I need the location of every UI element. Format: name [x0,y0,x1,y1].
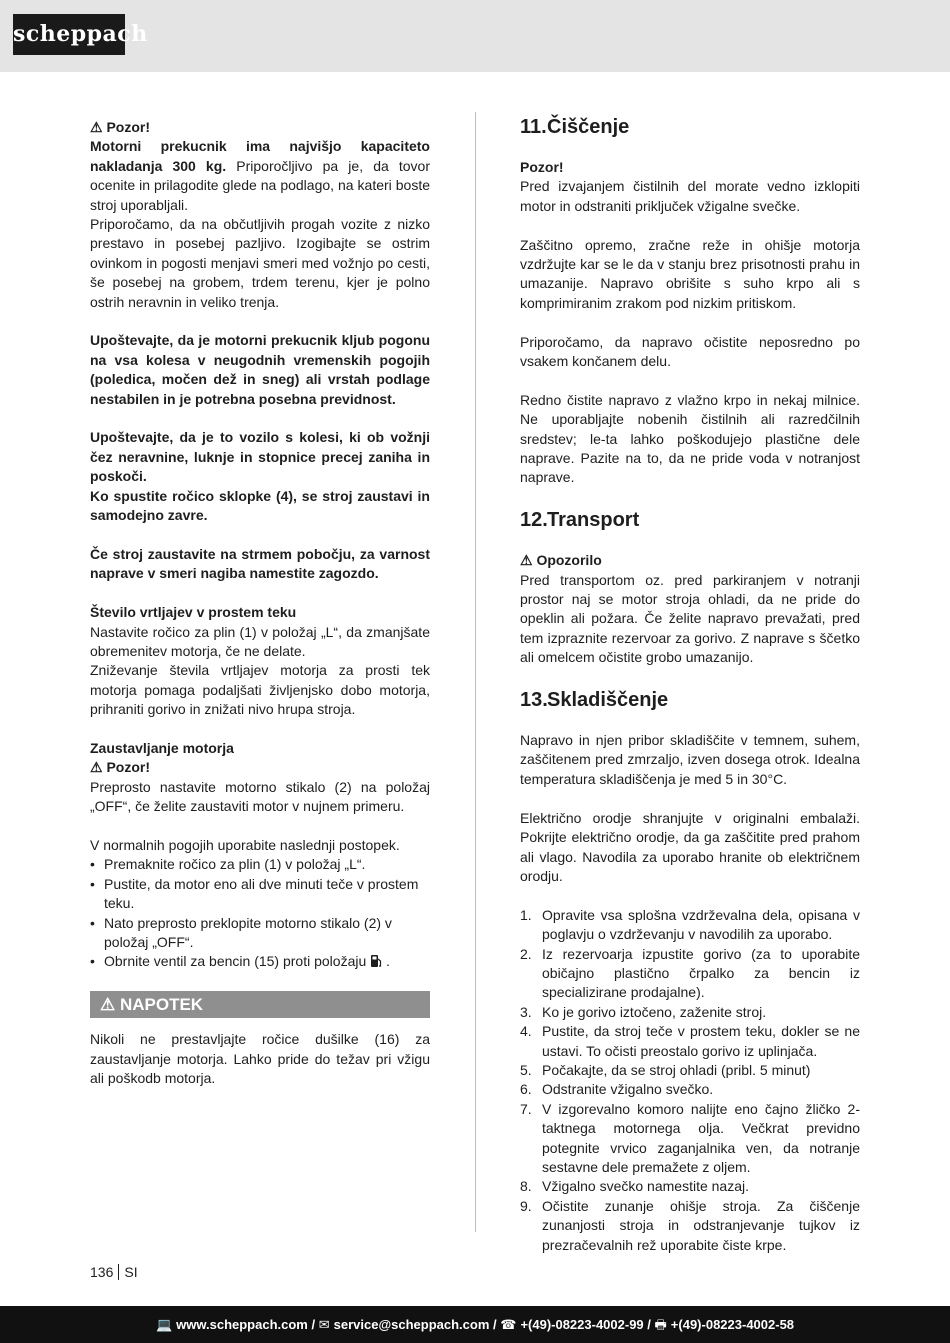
page-header [0,0,950,72]
step-number: 5. [520,1061,532,1078]
section-number: 13. [520,689,548,712]
transport-text: Pred transportom oz. pred parkiranjem v notranji prostor naj se motor stroja ohladi, da ne pride do opeklin ali požara. Če želite napravo prevažati, pred tem izpraznite rezervoar za gorivo. Z naprave s ščetko ali omelcem očistite grobo umazanijo. [520,571,860,666]
storage-steps [520,906,860,1255]
fuel-valve-text: Obrnite ventil za bencin (15) proti položaju [104,953,367,970]
transport-paragraph [520,551,860,667]
list-item: • Nato preprosto preklopite motorno stikalo (2) v položaj „OFF“. [90,914,430,953]
left-column [90,118,430,1108]
weather-warning-paragraph: Upoštevajte, da je motorni prekucnik kljub pogonu na vsa kolesa v neugodnih vremenskih pogojih (poledica, močen dež in sneg) ali vrstah podlage nestabilen in je potrebna posebna previdnost. [90,332,430,407]
section-title: Transport [547,509,640,532]
transport-warning-label: ⚠ Opozorilo [520,552,602,569]
driving-advice-text: Priporočamo, da na občutljivih progah vozite z nizko prestavo in posebej pazljivo. Izogibajte se ostrim ovinkom in pogosti menjavi smeri med vožnjo po cesti, še posebej na grobem, trdem terenu, kjer je polno ostrih neravnin in veliko trenja. [90,216,430,310]
footer-fax: +(49)-08223-4002-58 [670,1317,795,1332]
idle-speed-text-2: Zniževanje števila vrtljajev motorja za prosti tek motorja pomaga podaljšati življenjsko dobo motorja, prihraniti gorivo in znižati nivo hrupa stroja. [90,662,430,718]
list-item: • Premaknite ročico za plin (1) v položaj „L“. [90,855,430,874]
right-column [520,118,860,1274]
stop-engine-text-2: V normalnih pogojih uporabite naslednji postopek. [90,836,400,853]
list-item: • Pustite, da motor eno ali dve minuti teče v prostem teku. [90,875,430,914]
step-text: V izgorevalno komoro nalijte eno čajno žličko 2-taktnega motornega olja. Večkrat previdno potegnite vrvico zaganjalnika ven, da notranje sestavne dele premažete z oljem. [542,1100,860,1175]
fuel-pump-icon [370,954,382,968]
page-footer: 💻 www.scheppach.com / ✉ service@scheppach.com / ☎ +(49)-08223-4002-99 / 🖶 +(49)-08223-4002-58 [0,1306,950,1343]
section-heading-storage [520,687,860,713]
section-heading-cleaning [520,114,860,140]
warning-label: ⚠ Pozor! [90,119,150,135]
cleaning-warning-label: Pozor! [520,159,564,175]
section-number: 12. [520,509,548,532]
step-text: Iz rezervoarja izpustite gorivo (za to uporabite običajno plastično črpalko za bencin iz specializirane prodajalne). [542,945,860,1001]
stop-engine-heading: Zaustavljanje motorja [90,739,234,756]
step-text: Odstranite vžigalno svečko. [542,1081,714,1098]
brand-logo: scheppach [13,14,125,55]
storage-text-1: Napravo in njen pribor skladiščite v temnem, suhem, zaščitenem pred zmrzaljo, izven dosega otrok. Idealna temperatura skladiščenja je med 5 in 30°C. [520,732,860,787]
mail-icon: ✉ [318,1317,330,1332]
list-item [520,1080,860,1099]
load-capacity-paragraph [90,118,430,312]
step-text: Vžigalno svečko namestite nazaj. [542,1178,749,1195]
list-item [520,1022,860,1061]
step-text: Ko je gorivo iztočeno, zaženite stroj. [542,1003,767,1020]
load-capacity-text: Priporočljivo pa je, da tovor ocenite in prilagodite glede na podlago, na kateri boste stroj uporabljali. [90,157,430,213]
cleaning-text-4: Redno čistite napravo z vlažno krpo in nekaj milnice. Ne uporabljajte nobenih čistilnih ali razredčilnih sredstev; le-ta lahko poškodujejo plastične dele naprave. Pazite na to, da ne pride voda v notranjost naprave. [520,391,860,486]
footer-email[interactable]: service@scheppach.com [333,1317,490,1332]
list-item [520,945,860,1003]
page-language: SI [124,1264,138,1280]
step-number: 1. [520,906,532,923]
step-number: 3. [520,1003,532,1020]
fuel-valve-end: . [382,953,390,970]
cleaning-text-3: Priporočamo, da napravo očistite neposredno po vsakem končanem delu. [520,333,860,370]
footer-phone: +(49)-08223-4002-99 [520,1317,644,1332]
storage-text-2: Električno orodje shranjujte v originalni embalaži. Pokrijte električno orodje, da ga zaščitite pred prahom ali vlago. Navodila za uporabo hranite ob električnem orodju. [520,809,860,884]
clutch-release-text: Ko spustite ročico sklopke (4), se stroj zaustavi in samodejno zavre. [90,487,430,524]
step-number: 4. [520,1023,532,1040]
slope-wedge-paragraph: Če stroj zaustavite na strmem pobočju, za varnost naprave v smeri nagiba namestite zagozdo. [90,545,430,582]
stop-engine-text-1: Preprosto nastavite motorno stikalo (2) na položaj „OFF“, če želite zaustaviti motor v nujnem primeru. [90,778,430,815]
step-text: Očistite zunanje ohišje stroja. Za čiščenje zunanjosti stroja in odstranjevanje tujkov iz prezračevalnih rež uporabite čiste krpe. [542,1197,860,1253]
list-item [520,1197,860,1255]
vehicle-swing-text: Upoštevajte, da je to vozilo s kolesi, ki ob vožnji čez neravnine, luknje in stopnice precej zaniha in poskoči. [90,429,430,485]
step-number: 6. [520,1081,532,1098]
step-number: 9. [520,1197,532,1214]
page-number [90,1264,138,1280]
step-number: 7. [520,1100,532,1117]
stop-engine-warning: ⚠ Pozor! [90,759,150,776]
cleaning-text-2: Zaščitno opremo, zračne reže in ohišje motorja vzdržujte kar se le da v stanju brez prisotnosti prahu in umazanije. Napravo obrišite s suho krpo ali s komprimiranim zrakom pod nizkim pritiskom. [520,236,860,311]
step-text: Opravite vsa splošna vzdrževalna dela, opisana v poglavju o vzdrževanju v navodilih za uporabo. [542,906,860,943]
vehicle-notice-paragraph [90,428,430,525]
stop-engine-section [90,739,430,817]
page-number-separator [118,1264,119,1280]
note-text: Nikoli ne prestavljajte ročice dušilke (16) za zaustavljanje motorja. Lahko pride do težav pri vžigu ali poškodb motorja. [90,1031,430,1086]
list-item [520,1003,860,1022]
cleaning-text-1: Pred izvajanjem čistilnih del morate vedno izklopiti motor in odstraniti priključek vžigalne svečke. [520,178,860,214]
list-item [520,906,860,945]
load-capacity-bold: Motorni prekucnik ima najvišjo kapaciteto nakladanja 300 kg. [90,138,430,174]
section-heading-transport [520,507,860,533]
list-item [520,1177,860,1196]
step-text: Počakajte, da se stroj ohladi (pribl. 5 minut) [542,1061,811,1078]
section-number: 11. [520,116,547,138]
page-number-value: 136 [90,1264,114,1280]
section-title: Skladiščenje [547,689,669,712]
footer-website[interactable]: www.scheppach.com [176,1317,308,1332]
section-title: Čiščenje [547,116,630,138]
step-number: 8. [520,1178,532,1195]
step-number: 2. [520,945,532,962]
column-divider [475,112,476,1232]
step-text: Pustite, da stroj teče v prostem teku, dokler se ne ustavi. To očisti preostalo gorivo iz uplinjača. [542,1023,860,1059]
list-item [520,1100,860,1178]
idle-speed-text-1: Nastavite ročico za plin (1) v položaj „L“, da zmanjšate obremenitev motorja, če ne delate. [90,623,430,659]
note-banner: ⚠ NAPOTEK [90,991,430,1018]
list-item [90,952,430,971]
computer-icon: 💻 [155,1317,173,1332]
cleaning-warning-paragraph [520,158,860,216]
list-item [520,1061,860,1080]
idle-speed-heading: Število vrtljajev v prostem teku [90,604,297,621]
stop-engine-steps [90,855,430,971]
idle-speed-section [90,603,430,719]
fax-icon: 🖶 [654,1317,667,1332]
phone-icon: ☎ [500,1317,517,1332]
